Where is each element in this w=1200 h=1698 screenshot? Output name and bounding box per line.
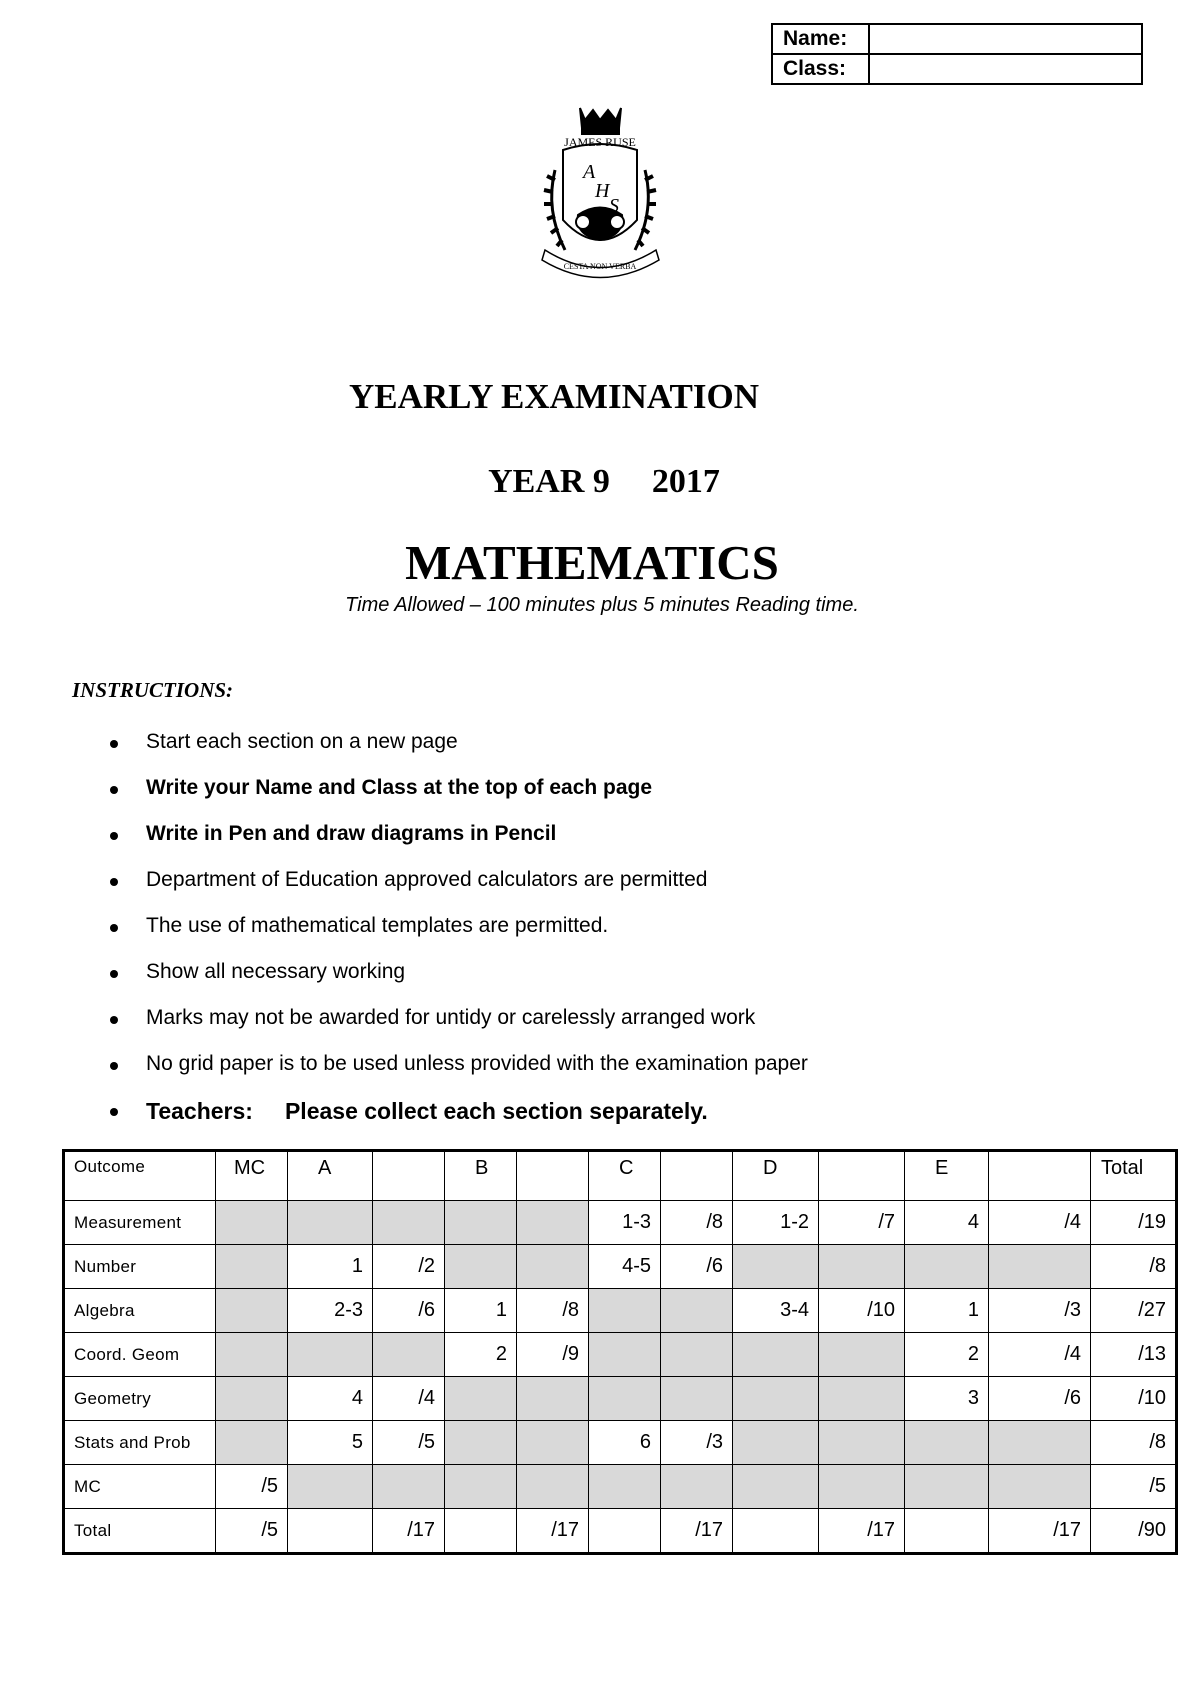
table-cell: /5 (373, 1421, 445, 1465)
table-row (64, 1289, 1177, 1333)
subject-title: MATHEMATICS (405, 535, 779, 590)
svg-text:CESTA NON VERBA: CESTA NON VERBA (563, 262, 637, 271)
table-cell: /5 (216, 1465, 288, 1509)
table-cell: /27 (1091, 1289, 1177, 1333)
table-cell (905, 1245, 989, 1289)
table-cell (819, 1465, 905, 1509)
table-cell (905, 1509, 989, 1554)
outcome-marks-table (62, 1149, 1178, 1555)
table-cell (445, 1377, 517, 1421)
table-header-row (64, 1151, 1177, 1201)
table-cell (989, 1245, 1091, 1289)
table-cell (288, 1509, 373, 1554)
table-cell: 3 (905, 1377, 989, 1421)
table-cell: /8 (1091, 1245, 1177, 1289)
table-cell (589, 1465, 661, 1509)
table-cell: 1-3 (589, 1201, 661, 1245)
table-cell: 1 (905, 1289, 989, 1333)
table-cell: 2 (905, 1333, 989, 1377)
table-cell: 2 (445, 1333, 517, 1377)
table-cell (288, 1333, 373, 1377)
table-cell: 2-3 (288, 1289, 373, 1333)
year-line (0, 463, 1200, 501)
table-cell: /7 (819, 1201, 905, 1245)
table-cell (589, 1333, 661, 1377)
exam-year: 2017 (651, 463, 720, 500)
table-cell: B (445, 1151, 517, 1201)
table-cell (216, 1421, 288, 1465)
table-cell: /19 (1091, 1201, 1177, 1245)
table-row (64, 1245, 1177, 1289)
table-cell: /17 (661, 1509, 733, 1554)
outcome-cell: Measurement (64, 1201, 216, 1245)
table-cell: /5 (216, 1509, 288, 1554)
table-cell: /9 (517, 1333, 589, 1377)
table-cell: /6 (373, 1289, 445, 1333)
table-cell (216, 1289, 288, 1333)
table-row (64, 1201, 1177, 1245)
table-cell (517, 1465, 589, 1509)
instruction-item: The use of mathematical templates are permitted. (110, 914, 808, 960)
table-cell (819, 1151, 905, 1201)
outcome-cell: Stats and Prob (64, 1421, 216, 1465)
table-cell (517, 1201, 589, 1245)
table-cell: /17 (989, 1509, 1091, 1554)
table-cell (445, 1465, 517, 1509)
table-cell: 4 (905, 1201, 989, 1245)
table-cell (517, 1151, 589, 1201)
table-cell: /4 (989, 1201, 1091, 1245)
outcome-cell: Algebra (64, 1289, 216, 1333)
table-cell: /8 (1091, 1421, 1177, 1465)
table-cell (373, 1201, 445, 1245)
instructions-heading: INSTRUCTIONS: (72, 678, 234, 702)
table-cell (989, 1421, 1091, 1465)
table-cell: /17 (819, 1509, 905, 1554)
time-allowed: Time Allowed – 100 minutes plus 5 minutes Reading time. (345, 594, 859, 616)
instruction-item: Department of Education approved calculators are permitted (110, 868, 808, 914)
teachers-text: Please collect each section separately. (284, 1098, 708, 1124)
table-cell: 4-5 (589, 1245, 661, 1289)
teachers-instruction (110, 1098, 808, 1144)
outcome-cell: Number (64, 1245, 216, 1289)
table-cell: 5 (288, 1421, 373, 1465)
class-label: Class: (772, 54, 869, 84)
table-row (64, 1509, 1177, 1554)
svg-text:H: H (595, 180, 610, 202)
year-level: YEAR 9 (488, 463, 610, 500)
exam-title: YEARLY EXAMINATION (348, 377, 759, 416)
table-cell: 6 (589, 1421, 661, 1465)
table-cell: /10 (1091, 1377, 1177, 1421)
table-cell: /3 (989, 1289, 1091, 1333)
table-cell: /6 (661, 1245, 733, 1289)
table-cell: /2 (373, 1245, 445, 1289)
table-cell: /17 (517, 1509, 589, 1554)
table-cell (661, 1377, 733, 1421)
table-cell (819, 1377, 905, 1421)
teachers-label: Teachers: (146, 1098, 253, 1124)
table-cell (733, 1333, 819, 1377)
table-cell (733, 1421, 819, 1465)
table-cell (733, 1509, 819, 1554)
table-cell (589, 1377, 661, 1421)
table-cell (216, 1333, 288, 1377)
table-cell: D (733, 1151, 819, 1201)
table-cell (445, 1245, 517, 1289)
table-cell (589, 1289, 661, 1333)
table-cell: /6 (989, 1377, 1091, 1421)
table-cell: MC (216, 1151, 288, 1201)
table-cell: 1 (288, 1245, 373, 1289)
outcome-cell: MC (64, 1465, 216, 1509)
table-cell: 1-2 (733, 1201, 819, 1245)
table-cell: C (589, 1151, 661, 1201)
table-cell (819, 1333, 905, 1377)
table-cell (733, 1245, 819, 1289)
table-cell (216, 1201, 288, 1245)
table-cell (819, 1245, 905, 1289)
outcome-cell: Coord. Geom (64, 1333, 216, 1377)
table-row (64, 1333, 1177, 1377)
table-cell (905, 1465, 989, 1509)
table-cell: E (905, 1151, 989, 1201)
instruction-item: Start each section on a new page (110, 730, 808, 776)
name-label: Name: (772, 24, 869, 54)
table-cell (733, 1465, 819, 1509)
table-cell (373, 1333, 445, 1377)
table-cell (819, 1421, 905, 1465)
table-cell (661, 1151, 733, 1201)
table-cell: /8 (661, 1201, 733, 1245)
table-cell (445, 1201, 517, 1245)
instructions-list (110, 730, 808, 1144)
class-field[interactable] (869, 54, 1142, 84)
table-cell: /5 (1091, 1465, 1177, 1509)
table-cell: /17 (373, 1509, 445, 1554)
table-cell (589, 1509, 661, 1554)
table-cell (216, 1245, 288, 1289)
table-cell: /13 (1091, 1333, 1177, 1377)
table-cell (517, 1377, 589, 1421)
outcome-cell: Outcome (64, 1151, 216, 1201)
svg-text:S: S (609, 195, 619, 217)
table-cell: 3-4 (733, 1289, 819, 1333)
table-cell (445, 1421, 517, 1465)
table-cell (661, 1289, 733, 1333)
table-cell (288, 1201, 373, 1245)
table-cell: A (288, 1151, 373, 1201)
table-cell (661, 1333, 733, 1377)
table-cell (989, 1465, 1091, 1509)
table-cell (517, 1245, 589, 1289)
table-cell (989, 1151, 1091, 1201)
instruction-item: Write your Name and Class at the top of each page (110, 776, 808, 822)
table-row (64, 1465, 1177, 1509)
table-cell: Total (1091, 1151, 1177, 1201)
instruction-item: No grid paper is to be used unless provided with the examination paper (110, 1052, 808, 1098)
table-cell (517, 1421, 589, 1465)
table-cell (216, 1377, 288, 1421)
svg-text:A: A (583, 161, 596, 183)
table-cell: /10 (819, 1289, 905, 1333)
table-cell (661, 1465, 733, 1509)
table-row (64, 1377, 1177, 1421)
table-cell: /90 (1091, 1509, 1177, 1554)
name-field[interactable] (869, 24, 1142, 54)
name-class-box (771, 23, 1143, 85)
table-cell (445, 1509, 517, 1554)
table-cell: /4 (373, 1377, 445, 1421)
table-cell (373, 1151, 445, 1201)
school-crest-logo (533, 100, 668, 285)
instruction-item: Show all necessary working (110, 960, 808, 1006)
svg-text:JAMES RUSE: JAMES RUSE (564, 135, 636, 149)
table-cell (905, 1421, 989, 1465)
table-cell: /3 (661, 1421, 733, 1465)
table-row (64, 1421, 1177, 1465)
table-cell: 4 (288, 1377, 373, 1421)
instruction-item: Marks may not be awarded for untidy or carelessly arranged work (110, 1006, 808, 1052)
table-cell (373, 1465, 445, 1509)
table-cell (733, 1377, 819, 1421)
table-cell (288, 1465, 373, 1509)
outcome-cell: Total (64, 1509, 216, 1554)
table-cell: 1 (445, 1289, 517, 1333)
instruction-item: Write in Pen and draw diagrams in Pencil (110, 822, 808, 868)
outcome-cell: Geometry (64, 1377, 216, 1421)
table-cell: /4 (989, 1333, 1091, 1377)
table-cell: /8 (517, 1289, 589, 1333)
